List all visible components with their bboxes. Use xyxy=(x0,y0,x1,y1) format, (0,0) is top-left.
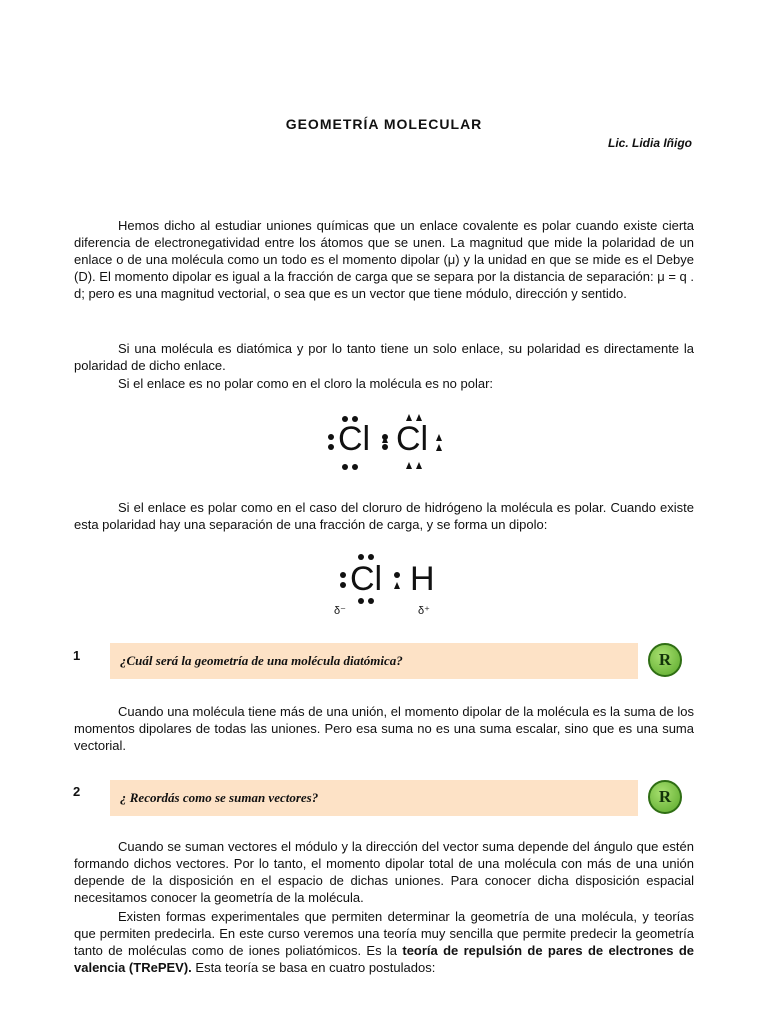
question-number-2: 2 xyxy=(73,784,81,799)
answer-button-2[interactable] xyxy=(648,780,682,814)
chlorine-atom-2: Cl xyxy=(396,420,429,458)
question-text-2: ¿ Recordás como se suman vectores? xyxy=(120,790,319,805)
page-title: GEOMETRÍA MOLECULAR xyxy=(285,116,483,132)
paragraph-polar: Si el enlace es polar como en el caso del cloruro de hidrógeno la molécula es polar. Cuando existe esta polaridad hay una separación de una fracción de carga, y se forma un dipolo: xyxy=(74,500,694,532)
paragraph-diatomic: Si una molécula es diatómica y por lo tanto tiene un solo enlace, su polaridad es directamente la polaridad de dicho enlace. xyxy=(74,341,694,373)
chlorine-atom: Cl xyxy=(350,560,383,598)
electron-dot xyxy=(340,582,346,588)
author-name: Lic. Lidia Iñigo xyxy=(608,136,692,150)
paragraph-intro: Hemos dicho al estudiar uniones químicas que un enlace covalente es polar cuando existe cierta diferencia de electronegatividad entre los átomos que se unen. La magnitud que mide la polaridad de un enlace o de una molécula como un todo es el momento dipolar (μ) y la unidad en que se mide es el Debye (D). El momento dipolar es igual a la fracción de carga que se separa por la distancia de separación: μ = q . d; pero es una magnitud vectorial, o sea que es un vector que tiene módulo, dirección y sentido. xyxy=(74,218,694,301)
electron-triangle xyxy=(406,462,412,469)
electron-triangle xyxy=(382,436,388,443)
answer-button-label: R xyxy=(658,787,672,806)
hcl-lewis-structure xyxy=(332,550,452,620)
electron-dot xyxy=(394,572,400,578)
hydrogen-atom: H xyxy=(410,560,435,598)
electron-triangle xyxy=(416,414,422,421)
paragraph-multiple-bonds: Cuando una molécula tiene más de una unión, el momento dipolar de la molécula es la suma de los momentos dipolares de todas las uniones. Pero esa suma no es una suma escalar, sino que es una suma vectorial. xyxy=(74,704,694,753)
electron-dot xyxy=(340,572,346,578)
partial-positive-charge: δ⁺ xyxy=(418,605,430,617)
electron-dot xyxy=(342,464,348,470)
chlorine-atom-1: Cl xyxy=(338,420,371,458)
question-box-2 xyxy=(110,780,638,816)
electron-dot xyxy=(352,464,358,470)
question-text-1: ¿Cuál será la geometría de una molécula diatómica? xyxy=(120,653,403,668)
electron-dot xyxy=(328,434,334,440)
question-number-1: 1 xyxy=(73,648,81,663)
trepev-theory-name: teoría de repulsión de pares de electrones de valencia (TRePEV). xyxy=(74,943,694,975)
paragraph-vector-sum: Cuando se suman vectores el módulo y la dirección del vector suma depende del ángulo que estén formando dichos vectores. Por lo tanto, el momento dipolar total de una molécula con más de una unión depende de la disposición en el espacio de dichas uniones. Para conocer dicha disposición espacial necesitamos conocer la geometría de la molécula. xyxy=(74,839,694,905)
trepev-text-end: Esta teoría se basa en cuatro postulados: xyxy=(191,960,436,975)
electron-triangle xyxy=(406,414,412,421)
electron-triangle xyxy=(394,582,400,589)
trepev-text-start: Existen formas experimentales que permiten determinar la geometría de una molécula, y teorías que permiten predecirla. En este curso veremos una teoría muy sencilla que permite predecir la geometría tanto de moléculas como de iones poliatómicos. Es la xyxy=(74,909,694,958)
electron-triangle xyxy=(436,434,442,441)
paragraph-trepev xyxy=(74,908,694,976)
answer-button-1[interactable] xyxy=(648,643,682,677)
question-box-1 xyxy=(110,643,638,679)
paragraph-nonpolar: Si el enlace es no polar como en el cloro la molécula es no polar: xyxy=(118,376,494,391)
cl2-lewis-structure xyxy=(320,412,450,472)
electron-triangle xyxy=(416,462,422,469)
electron-dot xyxy=(328,444,334,450)
partial-negative-charge: δ⁻ xyxy=(334,605,346,617)
electron-dot xyxy=(382,444,388,450)
answer-button-label: R xyxy=(658,650,672,669)
electron-triangle xyxy=(436,444,442,451)
